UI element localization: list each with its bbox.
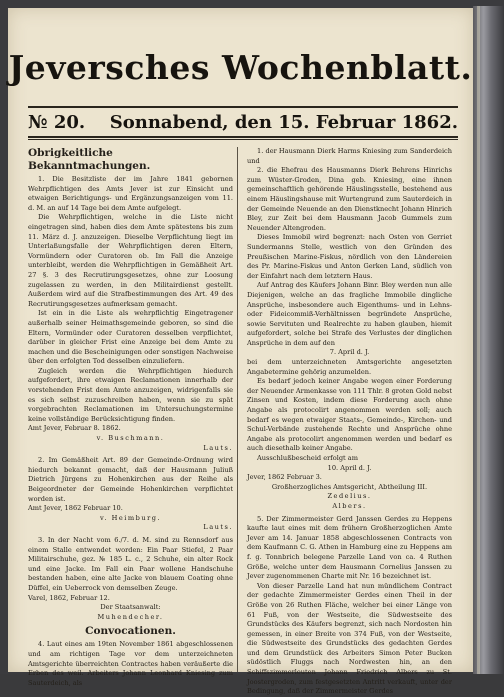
- right-column: [247, 147, 452, 697]
- left-column: [28, 147, 233, 688]
- masthead-title: Jeversches Wochenblatt.: [8, 48, 473, 87]
- seller-2: 2. die Ehefrau des Hausmanns Dierk Behrens Hinrichs zum Wüster-Groden, Dina geb. Kniesing, eine ihnen gemeinschaftlich gehörende Häuslingsstelle, bestehend aus einem Häuslingshause mit Wurtengrund zum Sauterdeich in der Gemeinde Neuende an den Dienstknecht Johann Hinrich Bley, zur Zeit bei dem Hausmann Jacob Gummels zum Neuender Altengroden.: [247, 166, 452, 232]
- notice-1-para-c: Ist ein in die Liste als wehrpflichtig Eingetragener außerhalb seiner Heimathsgemeinde geboren, so sind die Eltern, Vormünder oder Curatoren desselben verpflichtet, darüber in gleicher Frist eine Anzeige bei dem Amte zu machen und die Bescheinigungen oder sonstigen Nachweise über den erfolgten Tod desselben einzuliefern.: [28, 309, 233, 366]
- notice-1-para-d: Zugleich werden die Wehrpflichtigen hiedurch aufgefordert, ihre etwaigen Reclamationen innerhalb der vorstehenden Frist dem Amte anzuzeigen, widrigenfalls sie es sich selbst zuzuschreiben haben, wenn sie zu spät vorgebrachten Reclamationen im Untersuchungstermine keine vollständige Berücksichtigung finden.: [28, 366, 233, 423]
- boundaries-para: Dieses Immobil wird begrenzt: nach Osten von Gerriet Sundermanns Stelle, westlich von den Gründen des Preußischen Marine-Fiskus, nördlich von den Ländereien des Pr. Marine-Fiskus und Anton Gerken Land, südlich von der Einfahrt nach dem letztern Haus.: [247, 233, 452, 280]
- dateline-rule: [28, 136, 458, 138]
- judge-signature: Zedelius.: [327, 492, 372, 501]
- notice-2-clerk: Lauts.: [203, 523, 233, 532]
- notice-2: 2. Im Gemäßheit Art. 89 der Gemeinde-Ordnung wird hiedurch bekannt gemacht, daß der Hausmann Juliuß Dietrich Jürgens zu Hohenkirchen aus der Reihe als Beigeordneter der Gemeinde Hohenkirchen verpflichtet worden ist.: [28, 456, 233, 503]
- notice-1-para-b: Die Wehrpflichtigen, welche in die Liste nicht eingetragen sind, haben dies dem Amte spätestens bis zum 11. März d. J. anzuzeigen. Dieselbe Verpflichtung liegt im Unterlaßungsfalle der Wehrpflichtigen deren Eltern, Vormündern oder Curatoren ob. Im Fall die Anzeige unterbleibt, werden die Wehrpflichtigen in Gemäßheit Art. 27 §. 3 des Recrutirungsgesetzes, ohne zur Loosung zugelassen zu werden, in den Militairdienst gestellt. Außerdem wird auf die Strafbestimmungen des Art. 49 des Recrutirungsgesetzes aufmerksam gemacht.: [28, 213, 233, 308]
- clerk-signature: Albers.: [332, 501, 367, 510]
- notice-1-signature: v. Buschmann.: [96, 434, 165, 443]
- column-divider: [237, 147, 238, 672]
- notice-2-signature: v. Heimburg.: [99, 513, 162, 522]
- decision-para: Ausschlußbescheid erfolgt am: [257, 454, 358, 462]
- hearing-date-2: 10. April d. J.: [327, 463, 372, 472]
- top-rule: [28, 106, 458, 108]
- section-heading-convocations: Convocationen.: [85, 625, 176, 638]
- notice-3-place-date: Varel, 1862, Februar 12.: [28, 593, 110, 602]
- exemption-para: Es bedarf jedoch keiner Angabe wegen einer Forderung der Neuender Armenkasse von 111 Thlr. 8 groten Gold nebst Zinsen und Kosten, indem diese Forderung auch ohne Angabe als protocolirt angenommen werden soll; auch bedarf es wegen etwaiger Staats-, Gemeinde-, Kirchen- und Schul-Verbände zustehende Rechte und Ansprüche ohne Angabe als protocolirt angenommen werden und bedarf es auch diesethalb keiner Angabe.: [247, 377, 452, 453]
- newspaper-page: [8, 8, 473, 696]
- register-para: bei dem unterzeichneten Amtsgerichte angesetzten Angabetermine gehörig anzumelden.: [247, 358, 452, 376]
- notice-2-place-date: Amt Jever, 1862 Februar 10.: [28, 504, 123, 513]
- notice-4: 4. Laut eines am 19ten November 1861 abgeschlossenen und am richtigen Tage vor dem unterzeichneten Amtsgerichte überreichten Contractes haben veräußerte die Erben des weil. Arbeiters Johann Leonhard Kniesing zum Sauterdeich, als: [28, 640, 233, 687]
- seller-1: 1. der Hausmann Dierk Harms Kniesing zum Sanderdeich und: [247, 147, 452, 165]
- hearing-date-1: 7. April d. J.: [329, 348, 370, 357]
- notice-5-cont: Von dieser Parzelle Land hat nun mündlichem Contract der gedachte Zimmermeister Gerdes einen Theil in der Größe von 26 Ruthen Fläche, welcher bei einer Länge von 61 Fuß, von der Westseite, die Südwestseite des Grundstücks des Käufers begrenzt, sich nach Nordosten hin gemessen, in einer Breite von 374 Fuß, von der Westseite, die Südwestseite des Grundstücks des gedachten Gerdes und dem Grundstück des Arbeiters Simon Peter Bucken südöstlich Fluggs nach Nordwesten hin, an den Schiffszimmerleuten Johann Friedrich Albers zu St. Joostergroden, zum festgesetzten Antritt verkauft, unter der Bedingung, daß der Zimmermeister Gerdes: [247, 581, 452, 696]
- court-name: Großherzogliches Amtsgericht, Abtheilung III.: [271, 482, 428, 491]
- summons-para: Auf Antrag des Käufers Johann Binr. Bley werden nun alle Diejenigen, welche an das fragliche Immobile dingliche Ansprüche, insbesondere auch Eigenthums- und in Lehns- oder Fideicommiß-Verhältnissen begründete Ansprüche, sowie Servituten und Realrechte zu haben glauben, hiemit aufgefordert, solche bei Strafe des Verlustes der dinglichen Ansprüche in dem auf den: [247, 281, 452, 347]
- notice-1-place-date: Amt Jever, Februar 8. 1862.: [28, 424, 121, 433]
- notice-1-clerk: Lauts.: [203, 443, 233, 452]
- notice-3-title: Der Staatsanwalt:: [100, 603, 161, 612]
- issue-date: Sonnabend, den 15. Februar 1862.: [109, 112, 458, 133]
- dateline: [28, 112, 458, 133]
- dateline-rule-thin: [28, 139, 458, 140]
- book-spine: [473, 6, 503, 674]
- notice-3-signature: Muhendecher.: [97, 612, 164, 621]
- notice-1-para-a: 1. Die Besitzliste der im Jahre 1841 gebornen Wehrpflichtigen des Amts Jever ist zur Einsicht und etwaigen Berichtigungs- und Ergänzungsanzeigen vom 11. d. M. an auf 14 Tage bei dem Amte aufgelegt.: [28, 175, 233, 212]
- notice-place-date: Jever, 1862 Februar 3.: [247, 473, 322, 482]
- notice-5: 5. Der Zimmermeister Gerd Janssen Gerdes zu Heppens kaufte laut eines mit dem frühern Großherzoglichen Amte Jever am 14. Januar 1858 abgeschlossenen Contracts von dem Kaufmann C. G. Athen in Hamburg eine zu Heppens am f. g. Tonnbrich belegene Parzelle Land von ca. 4 Ruthen Größe, welche unter dem Hausmann Cornelius Janssen zu Jever zugenommenen Charte mit Nr. 16 bezeichnet ist.: [247, 514, 452, 581]
- notice-3: 3. In der Nacht vom 6./7. d. M. sind zu Rennsdorf aus einem Stalle entwendet worden: Ein Paar Stiefel, 2 Paar Militairschuhe, gez. № 185 L. c., 2 Schuhe, ein alter Rock und eine Jacke. Im Fall ein Paar wollene Handschuhe bestanden haben, eine alte Jacke von blauem Coating ohne Düffel, ein Ueberrock von demselben Zeuge.: [28, 535, 233, 592]
- section-heading-official: Obrigkeitliche Bekanntmachungen.: [28, 147, 151, 172]
- issue-number: № 20.: [28, 112, 86, 133]
